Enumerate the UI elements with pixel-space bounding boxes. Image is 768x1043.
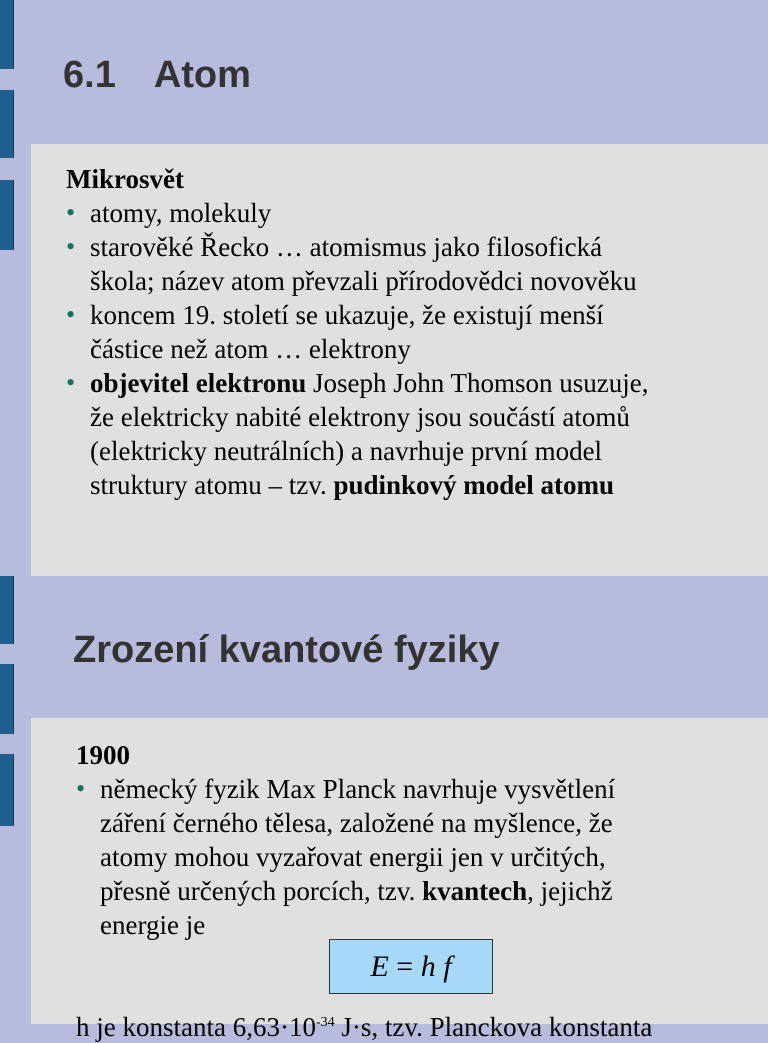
section-number: 6.1 bbox=[63, 54, 116, 96]
edge-bar bbox=[0, 576, 14, 644]
slide1-content bbox=[31, 144, 768, 576]
slide2-heading: 1900 bbox=[76, 740, 130, 770]
edge-bar bbox=[0, 754, 14, 826]
edge-bar bbox=[0, 180, 14, 250]
bullet-item: • koncem 19. století se ukazuje, že existují menší částice než atom … elektrony bbox=[66, 298, 768, 366]
slide2-title: Zrození kvantové fyziky bbox=[73, 629, 500, 671]
slide1-heading: Mikrosvět bbox=[66, 164, 184, 194]
edge-bar bbox=[0, 90, 14, 158]
bullet-item: • německý fyzik Max Planck navrhuje vysvětlení záření černého tělesa, založené na myšlence, že atomy mohou vyzařovat energii jen v určitých, přesně určených porcích, tzv. kvantech, jejichž energie je bbox=[76, 772, 768, 942]
bullet-item: • atomy, molekuly bbox=[66, 196, 768, 230]
slide1-title bbox=[63, 54, 251, 97]
bullet-item: • starověké Řecko … atomismus jako filosofická škola; název atom převzali přírodovědci novověku bbox=[66, 230, 768, 298]
slide2-bullet-list bbox=[76, 772, 768, 942]
bullet-item: • objevitel elektronu Joseph John Thomson usuzuje, že elektricky nabité elektrony jsou součástí atomů (elektricky neutrálních) a navrhuje první model struktury atomu – tzv. pudinkový model atomu bbox=[66, 366, 768, 502]
edge-bar bbox=[0, 664, 14, 734]
planck-formula: E = h f bbox=[329, 939, 493, 994]
slide1-bullet-list bbox=[66, 196, 768, 502]
cut-off-text-line: h je konstanta $6,63\cdot 10^{-34}$ J·s, tzv. Planckova konstanta bbox=[76, 1012, 653, 1042]
edge-bar bbox=[0, 0, 14, 69]
section-title: Atom bbox=[153, 54, 251, 96]
